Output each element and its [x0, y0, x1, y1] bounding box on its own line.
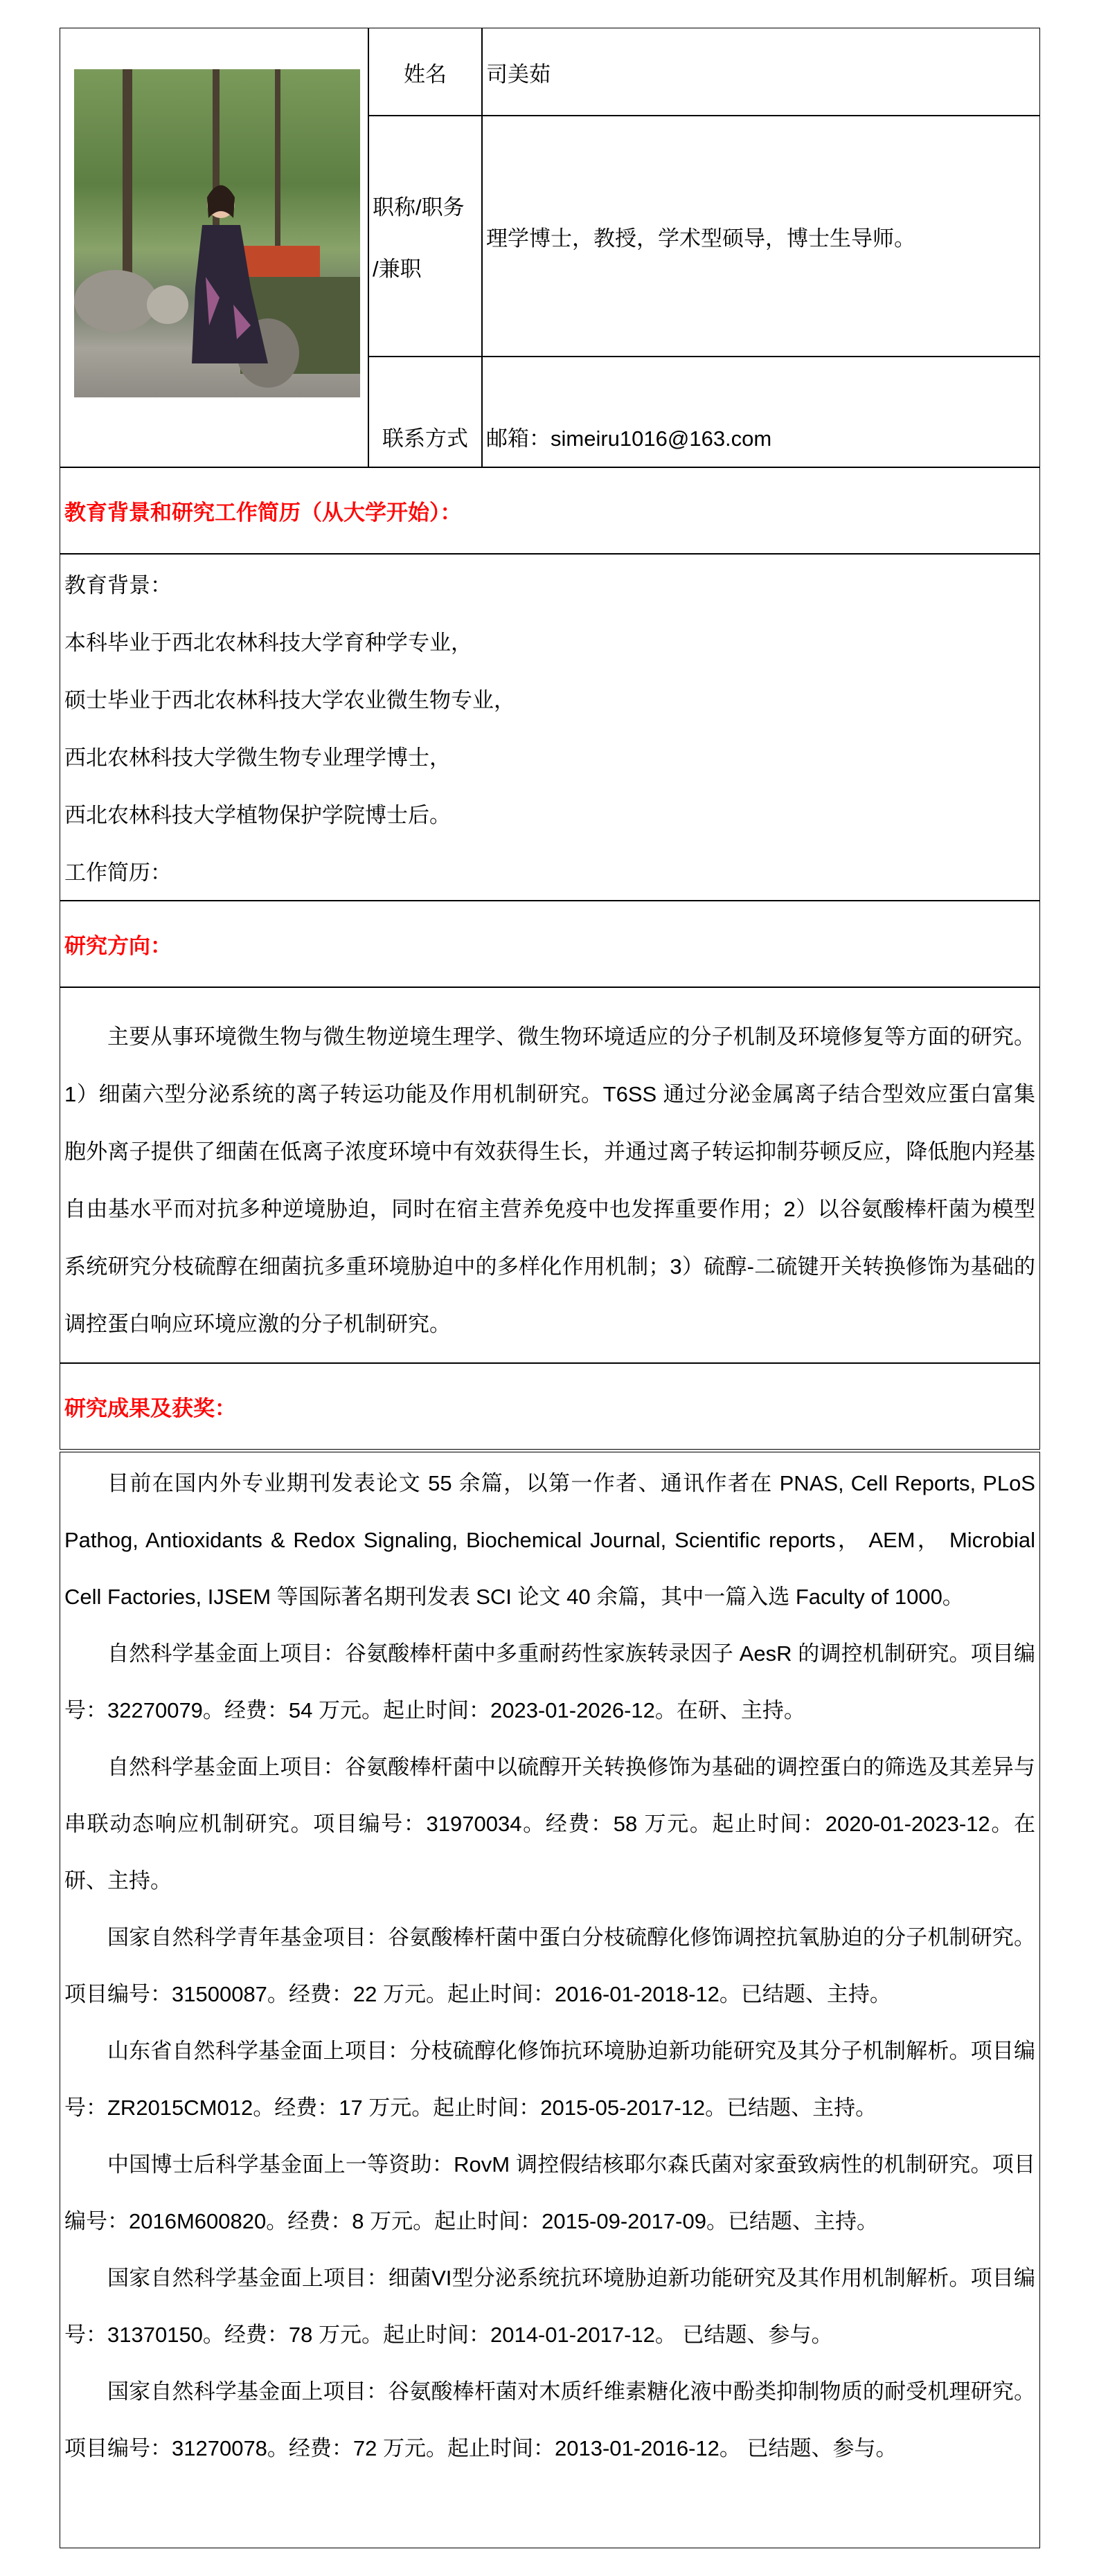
- achievements-header: 研究成果及获奖：: [60, 1362, 1040, 1450]
- name-label: 姓名: [368, 28, 483, 116]
- achievement-paragraph: 中国博士后科学基金面上一等资助：RovM 调控假结核耶尔森氏菌对家蚕致病性的机制研究。项目编号：2016M600820。经费：8 万元。起止时间：2015-09-2017-09。已结题、主持。: [64, 2152, 1035, 2233]
- achievement-paragraph: 自然科学基金面上项目：谷氨酸棒杆菌中多重耐药性家族转录因子 AesR 的调控机制研究。项目编号：32270079。经费：54 万元。起止时间：2023-01-2026-12。在研、主持。: [64, 1641, 1035, 1722]
- achievement-paragraph: 国家自然科学基金面上项目：细菌VI型分泌系统抗环境胁迫新功能研究及其作用机制解析。项目编号：31370150。经费：78 万元。起止时间：2014-01-2017-12。 已结题、参与。: [64, 2266, 1035, 2347]
- achievement-paragraph: 自然科学基金面上项目：谷氨酸棒杆菌中以硫醇开关转换修饰为基础的调控蛋白的筛选及其差异与串联动态响应机制研究。项目编号：31970034。经费：58 万元。起止时间：2020-01-2023-12。在研、主持。: [64, 1755, 1035, 1893]
- education-line: 西北农林科技大学微生物专业理学博士，: [64, 746, 451, 770]
- title-value: 理学博士，教授，学术型硕导，博士生导师。: [481, 115, 1040, 357]
- education-line: 硕士毕业于西北农林科技大学农业微生物专业，: [64, 688, 515, 712]
- title-label-line1: 职称/职务: [373, 195, 465, 219]
- education-line: 本科毕业于西北农林科技大学育种学专业，: [64, 631, 472, 655]
- achievement-paragraph: 国家自然科学青年基金项目：谷氨酸棒杆菌中蛋白分枝硫醇化修饰调控抗氧胁迫的分子机制研究。项目编号：31500087。经费：22 万元。起止时间：2016-01-2018-12。已结题、主持。: [64, 1925, 1035, 2006]
- contact-value[interactable]: 邮箱：simeiru1016@163.com: [481, 356, 1040, 468]
- achievement-paragraph: 目前在国内外专业期刊发表论文 55 余篇，以第一作者、通讯作者在 PNAS, Cell Reports, PLoS Pathog, Antioxidants & Redox Signaling, Biochemical Journal, Scientific reports， AEM， Microbial Cell Factories, IJSEM 等国际著名期刊发表 SCI 论文 40 余篇，其中一篇入选 Faculty of 1000。: [64, 1471, 1035, 1609]
- portrait-photo-icon: [74, 69, 360, 397]
- achievement-paragraph: 山东省自然科学基金面上项目：分枝硫醇化修饰抗环境胁迫新功能研究及其分子机制解析。项目编号：ZR2015CM012。经费：17 万元。起止时间：2015-05-2017-12。已结题、主持。: [64, 2039, 1035, 2120]
- portrait-photo: [74, 69, 360, 397]
- title-label: [368, 115, 483, 357]
- education-line: 教育背景：: [64, 573, 172, 597]
- title-label-line2: /兼职: [373, 257, 422, 281]
- achievement-paragraph: 国家自然科学基金面上项目：谷氨酸棒杆菌对木质纤维素糖化液中酚类抑制物质的耐受机理研究。项目编号：31270078。经费：72 万元。起止时间：2013-01-2016-12。 已结题、参与。: [64, 2379, 1035, 2460]
- contact-label: 联系方式: [368, 356, 483, 468]
- education-header: 教育背景和研究工作简历（从大学开始）：: [60, 467, 1040, 555]
- research-header: 研究方向：: [60, 900, 1040, 988]
- research-body: [60, 987, 1040, 1364]
- education-line: 西北农林科技大学植物保护学院博士后。: [64, 803, 451, 827]
- education-body: [60, 553, 1040, 901]
- name-value: 司美茹: [481, 28, 1040, 116]
- achievements-body: [60, 1452, 1040, 2548]
- education-line: 工作简历：: [64, 861, 172, 885]
- research-text: 主要从事环境微生物与微生物逆境生理学、微生物环境适应的分子机制及环境修复等方面的研究。1）细菌六型分泌系统的离子转运功能及作用机制研究。T6SS 通过分泌金属离子结合型效应蛋白富集胞外离子提供了细菌在低离子浓度环境中有效获得生长，并通过离子转运抑制芬顿反应，降低胞内羟基自由基水平而对抗多种逆境胁迫，同时在宿主营养免疫中也发挥重要作用；2）以谷氨酸棒杆菌为模型系统研究分枝硫醇在细菌抗多重环境胁迫中的多样化作用机制；3）硫醇-二硫键开关转换修饰为基础的调控蛋白响应环境应激的分子机制研究。: [64, 1025, 1035, 1336]
